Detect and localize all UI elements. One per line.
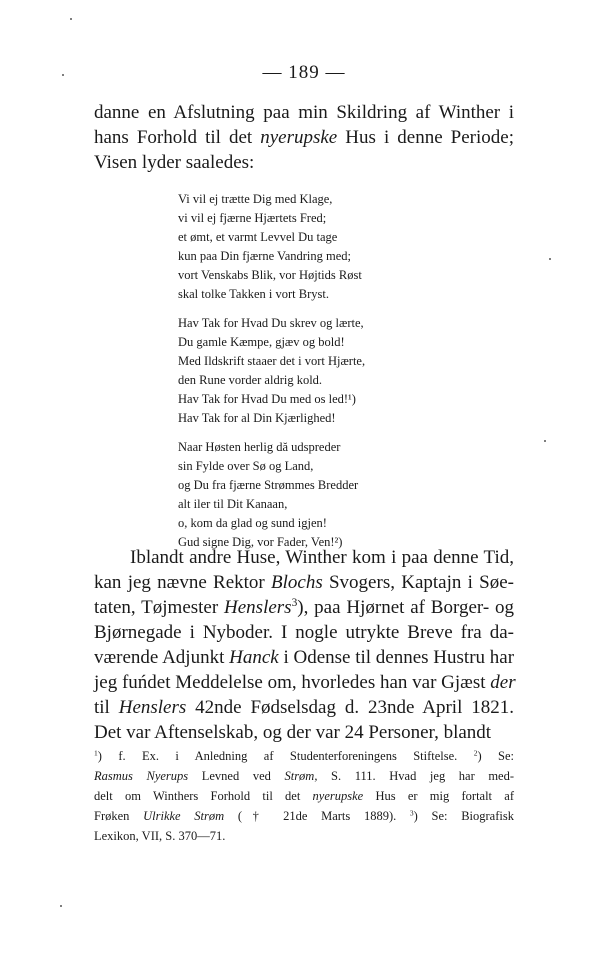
poem-line: vi vil ej fjærne Hjærtets Fred; xyxy=(178,211,327,225)
text-line: kan jeg nævne Rektor Blochs Svogers, Kaptajn i Søe- xyxy=(94,572,514,593)
text-line: danne en Afslutning paa min Skildring af Winther i xyxy=(94,102,514,123)
italic-text: Henslers xyxy=(224,597,292,618)
italic-text: Rasmus Nyerups xyxy=(94,769,189,783)
poem-stanza xyxy=(178,190,438,304)
footnote-marker: 1 xyxy=(94,748,98,758)
poem-line: vort Venskabs Blik, vor Højtids Røst xyxy=(178,268,362,282)
poem-line: Hav Tak for al Din Kjærlighed! xyxy=(178,411,336,425)
text-line: Iblandt andre Huse, Winther kom i paa denne Tid, xyxy=(130,547,514,568)
poem-line: Gud signe Dig, vor Fader, Ven!²) xyxy=(178,535,343,549)
text-line: hans Forhold til det nyerupske Hus i denne Periode; xyxy=(94,127,514,148)
italic-text: der xyxy=(490,672,516,693)
poem-line: den Rune vorder aldrig kold. xyxy=(178,373,323,387)
italic-text: Blochs xyxy=(271,572,323,593)
scan-speck xyxy=(70,18,72,20)
poem-line: skal tolke Takken i vort Bryst. xyxy=(178,287,329,301)
text-line: Frøken Ulrikke Strøm († 21de Marts 1889). $^3$) Se: Biografisk xyxy=(94,808,514,823)
poem xyxy=(178,190,438,562)
footnote-marker: 3 xyxy=(291,597,298,610)
poem-line: og Du fra fjærne Strømmes Bredder xyxy=(178,478,359,492)
text-line: Lexikon, VII, S. 370—71. xyxy=(94,829,226,843)
italic-text: Strøm, xyxy=(284,769,318,783)
text-line: jeg fuńdet Meddelelse om, hvorledes han var Gjæst der xyxy=(94,672,516,693)
text-line: taten, Tøjmester Henslers$^3$), paa Hjørnet af Borger- og xyxy=(94,597,514,618)
poem-stanza xyxy=(178,314,438,428)
poem-line: alt iler til Dit Kanaan, xyxy=(178,497,288,511)
poem-line: et ømt, et varmt Levvel Du tage xyxy=(178,230,338,244)
text-line: $^1$) f. Ex. i Anledning af Studenterforeningens Stiftelse. $^2$) Se: xyxy=(94,748,515,763)
poem-line: o, kom da glad og sund igjen! xyxy=(178,516,327,530)
italic-text: Hanck xyxy=(229,647,279,668)
poem-line: sin Fylde over Sø og Land, xyxy=(178,459,314,473)
poem-stanza xyxy=(178,438,438,552)
poem-line: Hav Tak for Hvad Du skrev og lærte, xyxy=(178,316,364,330)
italic-text: Ulrikke Strøm xyxy=(143,809,225,823)
text-line: Rasmus Nyerups Levned ved Strøm, S. 111. Hvad jeg har med- xyxy=(94,769,515,783)
scan-speck xyxy=(549,258,551,260)
italic-text: nyerupske xyxy=(260,127,338,148)
poem-line: Med Ildskrift staaer det i vort Hjærte, xyxy=(178,354,366,368)
italic-text: nyerupske xyxy=(312,789,364,803)
footnote-marker: 3 xyxy=(409,808,414,818)
poem-line: kun paa Din fjærne Vandring med; xyxy=(178,249,351,263)
poem-line: Du gamle Kæmpe, gjæv og bold! xyxy=(178,335,345,349)
scan-speck xyxy=(60,905,62,907)
scan-speck xyxy=(62,74,64,76)
text-line: Visen lyder saaledes: xyxy=(94,152,255,173)
poem-line: Hav Tak for Hvad Du med os led!¹) xyxy=(178,392,356,406)
italic-text: Henslers xyxy=(118,697,187,718)
text-line: Det var Aftenselskab, og der var 24 Personer, blandt xyxy=(94,722,492,743)
footnote-marker: 2 xyxy=(473,748,478,758)
text-line: delt om Winthers Forhold til det nyerupske Hus er mig fortalt af xyxy=(94,789,514,803)
poem-line: Vi vil ej trætte Dig med Klage, xyxy=(178,192,333,206)
footnotes xyxy=(94,746,514,846)
page-number: — 189 — xyxy=(262,62,346,83)
scan-speck xyxy=(544,440,546,442)
text-line: Bjørnegade i Nyboder. I nogle utrykte Breve fra da- xyxy=(94,622,514,643)
intro-paragraph xyxy=(94,100,514,175)
main-paragraph xyxy=(94,545,514,745)
poem-line: Naar Høsten herlig dă udspreder xyxy=(178,440,341,454)
text-line: til Henslers 42nde Fødselsdag d. 23nde April 1821. xyxy=(94,697,514,718)
text-line: værende Adjunkt Hanck i Odense til dennes Hustru har xyxy=(94,647,515,668)
